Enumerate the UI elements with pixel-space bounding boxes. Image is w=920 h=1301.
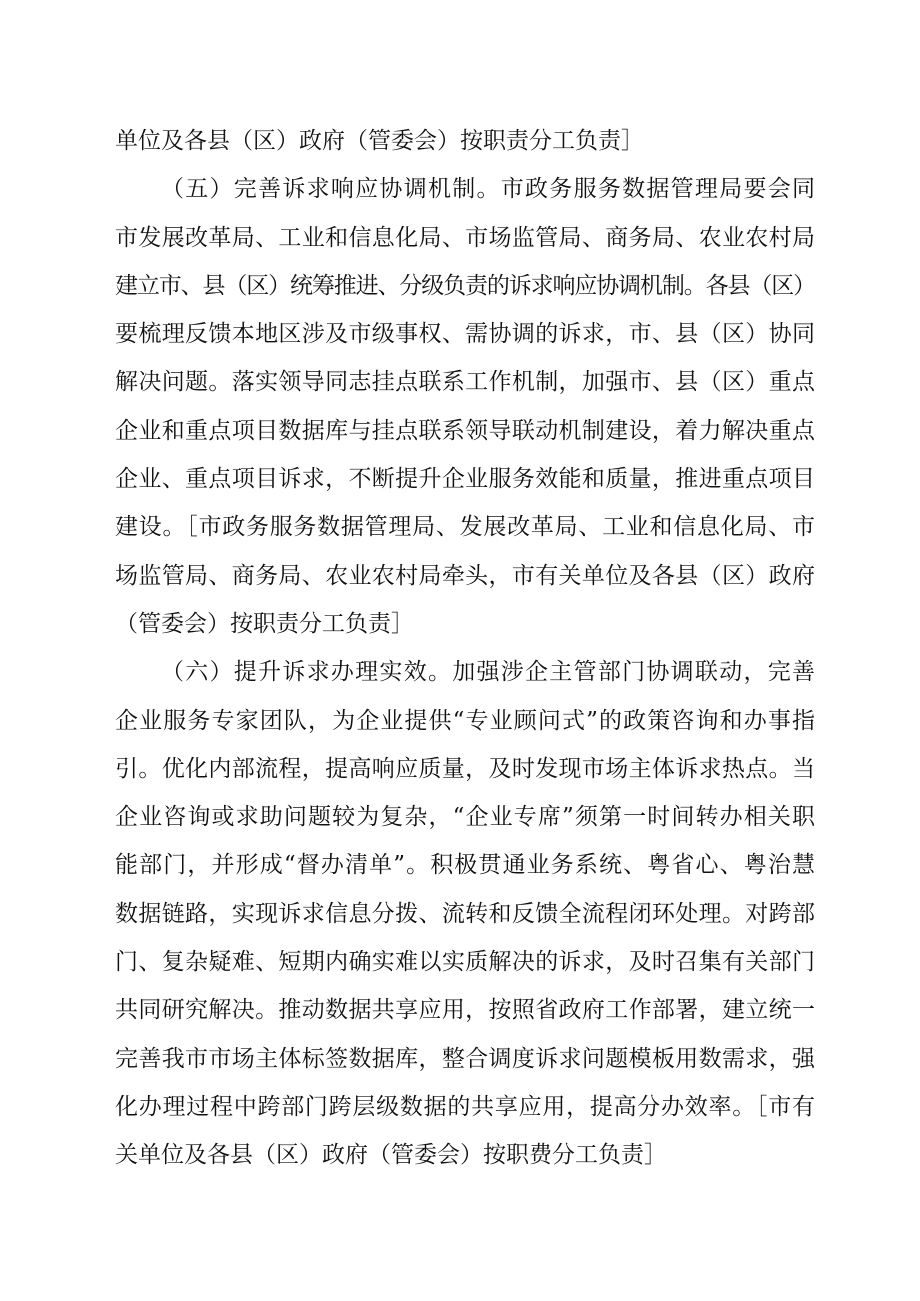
text-line: 建立市、县（区）统筹推进、分级负责的诉求响应协调机制。各县（区） [115,272,815,299]
text-line: 建设。［市政务服务数据管理局、发展改革局、工业和信息化局、市 [115,514,815,541]
text-line: 共同研究解决。推动数据共享应用，按照省政府工作部署，建立统一 [115,997,815,1024]
text-line: 能部门，并形成“督办清单”。积极贯通业务系统、粤省心、粤治慧 [115,852,815,879]
text-line: （管委会）按职责分工负责］ [115,610,414,637]
text-line: （五）完善诉求响应协调机制。市政务服务数据管理局要会同 [161,176,815,203]
text-line: 完善我市市场主体标签数据库，整合调度诉求问题模板用数需求，强 [115,1045,815,1072]
body-text [115,117,815,1180]
text-line: 数据链路，实现诉求信息分拨、流转和反馈全流程闭环处理。对跨部 [115,900,815,927]
text-line: 化办理过程中跨部门跨层级数据的共享应用，提高分办效率。［市有 [115,1093,815,1120]
text-line: 场监管局、商务局、农业农村局牵头，市有关单位及各县（区）政府 [115,562,815,589]
text-line: 解决问题。落实领导同志挂点联系工作机制，加强市、县（区）重点 [115,369,815,396]
text-line: 门、复杂疑难、短期内确实难以实质解决的诉求，及时召集有关部门 [115,949,815,976]
text-line: 企业咨询或求助问题较为复杂，“企业专席”须第一时间转办相关职 [115,804,815,831]
text-line: 关单位及各县（区）政府（管委会）按职费分工负责］ [115,1142,667,1169]
text-line: （六）提升诉求办理实效。加强涉企主管部门协调联动，完善 [161,659,815,686]
text-line: 市发展改革局、工业和信息化局、市场监管局、商务局、农业农村局 [115,224,815,251]
text-line: 企业、重点项目诉求，不断提升企业服务效能和质量，推进重点项目 [115,466,815,493]
text-line: 企业服务专家团队，为企业提供“专业顾问式”的政策咨询和办事指 [115,707,815,734]
text-line: 要梳理反馈本地区涉及市级事权、需协调的诉求，市、县（区）协同 [115,321,815,348]
text-line: 单位及各县（区）政府（管委会）按职责分工负责］ [115,128,644,154]
text-line: 引。优化内部流程，提高响应质量，及时发现市场主体诉求热点。当 [115,755,815,782]
text-line: 企业和重点项目数据库与挂点联系领导联动机制建设，着力解决重点 [115,417,815,444]
